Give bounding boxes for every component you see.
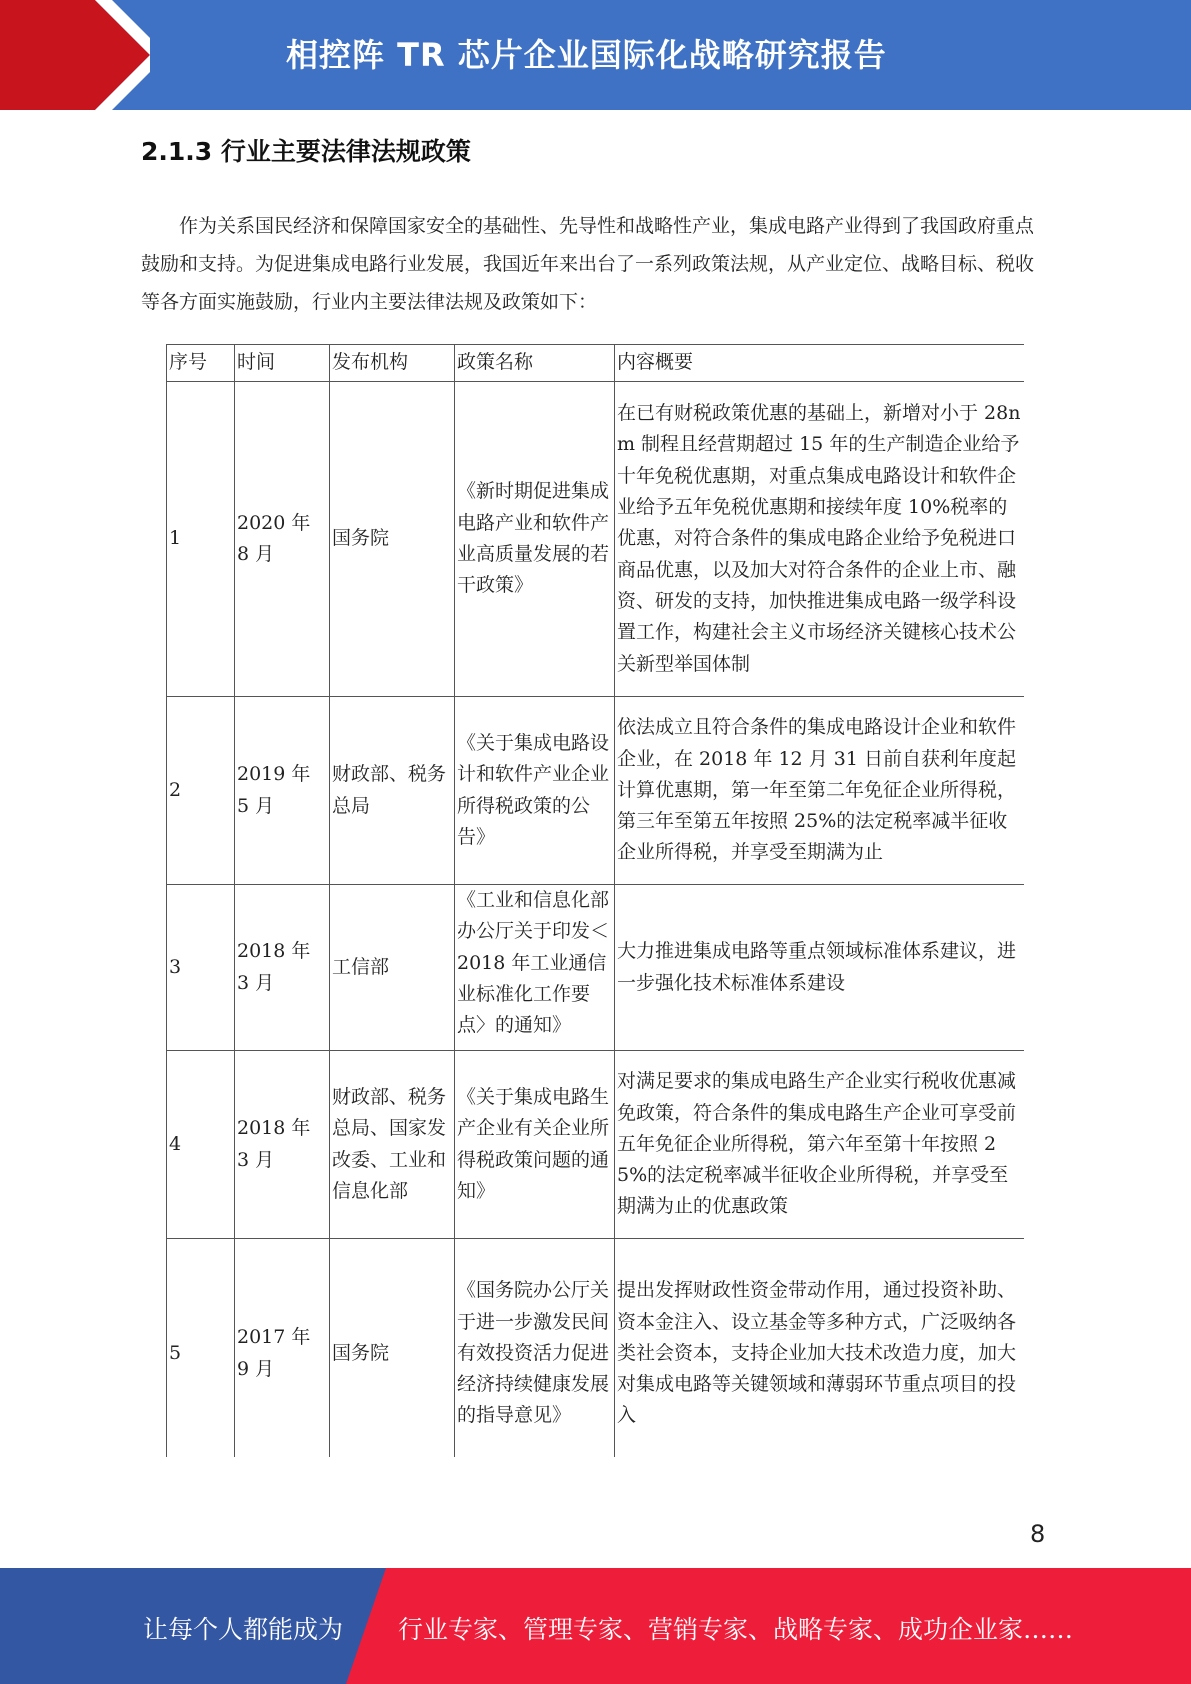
table-row: [167, 885, 1025, 1051]
row-summary: 大力推进集成电路等重点领域标准体系建议，进一步强化技术标准体系建设: [615, 885, 1025, 1051]
row-issuer: 财政部、税务总局、国家发改委、工业和信息化部: [330, 1051, 455, 1239]
row-no: 3: [167, 885, 235, 1051]
table-row: [167, 1239, 1025, 1458]
intro-text: 作为关系国民经济和保障国家安全的基础性、先导性和战略性产业，集成电路产业得到了我国政府重点鼓励和支持。为促进集成电路行业发展，我国近年来出台了一系列政策法规，从产业定位、战略目标、税收等各方面实施鼓励，行业内主要法律法规及政策如下：: [141, 215, 1035, 313]
policy-table: [166, 344, 1024, 1457]
row-time: 2019 年 5 月: [235, 697, 330, 885]
page-footer: [0, 1568, 1191, 1684]
row-issuer: 国务院: [330, 1239, 455, 1458]
row-time: 2017 年 9 月: [235, 1239, 330, 1458]
header-no: 序号: [167, 345, 235, 382]
row-policy-name-cell: [455, 885, 615, 1051]
row-no: 1: [167, 382, 235, 697]
table-header-row: [167, 345, 1025, 382]
row-issuer: 国务院: [330, 382, 455, 697]
page-header: [0, 0, 1191, 110]
footer-slogan-left: 让每个人都能成为: [143, 1615, 344, 1644]
row-policy-name: 《新时期促进集成电路产业和软件产业高质量发展的若干政策》: [455, 382, 615, 697]
report-title: 相控阵 TR 芯片企业国际化战略研究报告: [286, 36, 887, 74]
row-no: 5: [167, 1239, 235, 1458]
row-no: 4: [167, 1051, 235, 1239]
row-summary: 提出发挥财政性资金带动作用，通过投资补助、资本金注入、设立基金等多种方式，广泛吸纳各类社会资本，支持企业加大技术改造力度，加大对集成电路等关键领域和薄弱环节重点项目的投入: [615, 1239, 1025, 1458]
header-time: 时间: [235, 345, 330, 382]
header-issuer: 发布机构: [330, 345, 455, 382]
header-policy-name: 政策名称: [455, 345, 615, 382]
row-time: 2018 年 3 月: [235, 885, 330, 1051]
row-policy-name: 《国务院办公厅关于进一步激发民间有效投资活力促进经济持续健康发展的指导意见》: [455, 1239, 615, 1458]
section-heading: 2.1.3 行业主要法律法规政策: [141, 137, 471, 166]
row-policy-name: 《关于集成电路生产企业有关企业所得税政策问题的通知》: [455, 1051, 615, 1239]
row-issuer: 财政部、税务总局: [330, 697, 455, 885]
policy-table-container: [166, 344, 1024, 1457]
row-policy-name: 《工业和信息化部办公厅关于印发＜2018 年工业通信业标准化工作要点〉的通知》: [457, 889, 610, 1035]
row-summary: 依法成立且符合条件的集成电路设计企业和软件企业，在 2018 年 12 月 31 日前自获利年度起计算优惠期，第一年至第二年免征企业所得税，第三年至第五年按照 25%的法定税率减半征收企业所得税，并享受至期满为止: [615, 697, 1025, 885]
table-row: [167, 1051, 1025, 1239]
row-time: 2020 年 8 月: [235, 382, 330, 697]
row-policy-name: 《关于集成电路设计和软件产业企业所得税政策的公告》: [455, 697, 615, 885]
row-summary: 对满足要求的集成电路生产企业实行税收优惠减免政策，符合条件的集成电路生产企业可享受前五年免征企业所得税，第六年至第十年按照 25%的法定税率减半征收企业所得税，并享受至期满为止的优惠政策: [615, 1051, 1025, 1239]
header-summary: 内容概要: [615, 345, 1025, 382]
header-chevron-icon: [0, 0, 150, 110]
table-row: [167, 382, 1025, 697]
row-no: 2: [167, 697, 235, 885]
row-time: 2018 年 3 月: [235, 1051, 330, 1239]
intro-paragraph: [141, 207, 1051, 321]
table-row: [167, 697, 1025, 885]
row-issuer: 工信部: [330, 885, 455, 1051]
page-number: 8: [1030, 1520, 1046, 1548]
footer-slogan-right: 行业专家、管理专家、营销专家、战略专家、成功企业家……: [398, 1615, 1074, 1644]
row-summary: 在已有财税政策优惠的基础上，新增对小于 28nm 制程且经营期超过 15 年的生产制造企业给予十年免税优惠期，对重点集成电路设计和软件企业给予五年免税优惠期和接续年度 10%税率的优惠，对符合条件的集成电路企业给予免税进口商品优惠，以及加大对符合条件的企业上市、融资、研发的支持，加快推进集成电路一级学科设置工作，构建社会主义市场经济关键核心技术公关新型举国体制: [615, 382, 1025, 697]
